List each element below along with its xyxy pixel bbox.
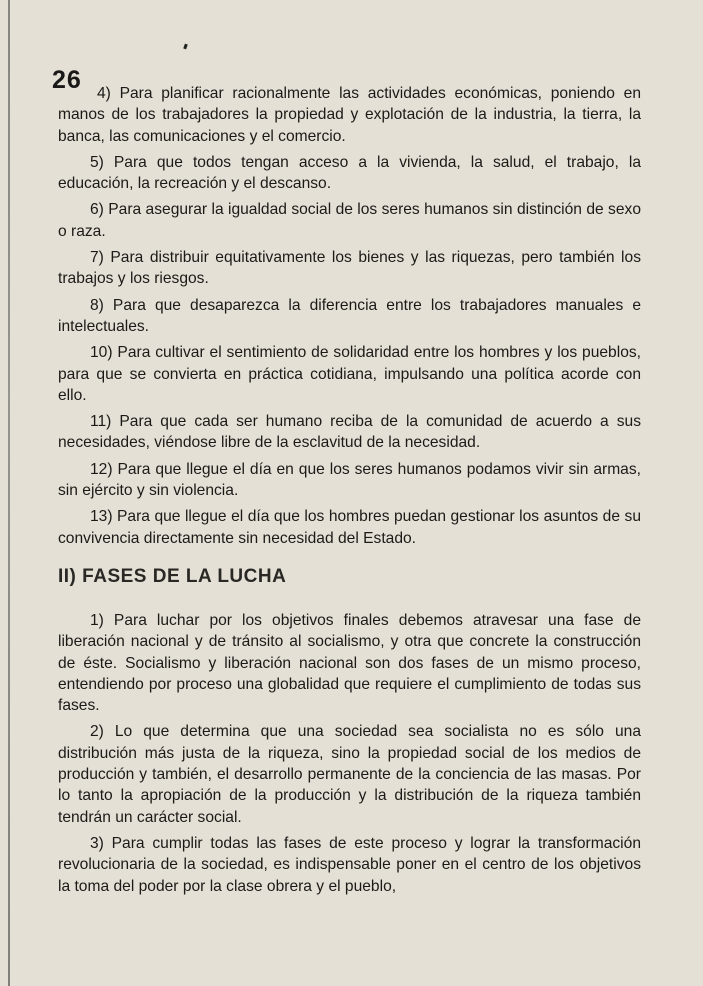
goals-list [58, 83, 641, 554]
goal-item-12: 12) Para que llegue el día en que los seres humanos podamos vivir sin armas, sin ejército y sin violencia. [58, 460, 641, 500]
phase-paragraph-1: 1) Para luchar por los objetivos finales debemos atravesar una fase de liberación nacional y de tránsito al socialismo, y otra que concrete la construcción de éste. Socialismo y liberación nacional son dos fases de un mismo proceso, entendiendo por proceso una globalidad que requiere el cumplimiento de todas sus fases. [58, 612, 641, 715]
goal-item-4: 4) Para planificar racionalmente las actividades económicas, poniendo en manos de los trabajadores la propiedad y explotación de la industria, la tierra, la banca, las comunicaciones y el comercio. [58, 85, 641, 145]
section-heading: II) FASES DE LA LUCHA [58, 566, 287, 587]
goal-item-7: 7) Para distribuir equitativamente los bienes y las riquezas, pero también los trabajos y los riesgos. [58, 249, 641, 288]
page-number: 26 [52, 66, 82, 94]
goal-item-5: 5) Para que todos tengan acceso a la vivienda, la salud, el trabajo, la educación, la recreación y el descanso. [58, 153, 641, 193]
goal-item-10: 10) Para cultivar el sentimiento de solidaridad entre los hombres y los pueblos, para que se convierta en práctica cotidiana, impulsando una política acorde con ello. [58, 344, 641, 404]
phase-paragraph-3: 3) Para cumplir todas las fases de este proceso y lograr la transformación revolucionaria de la sociedad, es indispensable poner en el centro de los objetivos la toma del poder por la clase obrera y el pueblo, [58, 834, 641, 895]
goal-item-11: 11) Para que cada ser humano reciba de la comunidad de acuerdo a sus necesidades, viéndose libre de la esclavitud de la necesidad. [58, 413, 641, 452]
print-speck [183, 44, 188, 50]
page-edge-shadow [8, 0, 10, 986]
goal-item-8: 8) Para que desaparezca la diferencia entre los trabajadores manuales e intelectuales. [58, 296, 641, 335]
phase-paragraph-2: 2) Lo que determina que una sociedad sea socialista no es sólo una distribución más justa de la riqueza, sino la propiedad social de los medios de producción y también, el desarrollo permanente de la conciencia de las masas. Por lo tanto la apropiación de la producción y la distribución de la riqueza también tendrán un carácter social. [58, 723, 641, 826]
goal-item-6: 6) Para asegurar la igualdad social de los seres humanos sin distinción de sexo o raza. [58, 201, 641, 240]
phases-list [58, 610, 641, 902]
goal-item-13: 13) Para que llegue el día que los hombres puedan gestionar los asuntos de su convivencia directamente sin necesidad del Estado. [58, 508, 641, 547]
